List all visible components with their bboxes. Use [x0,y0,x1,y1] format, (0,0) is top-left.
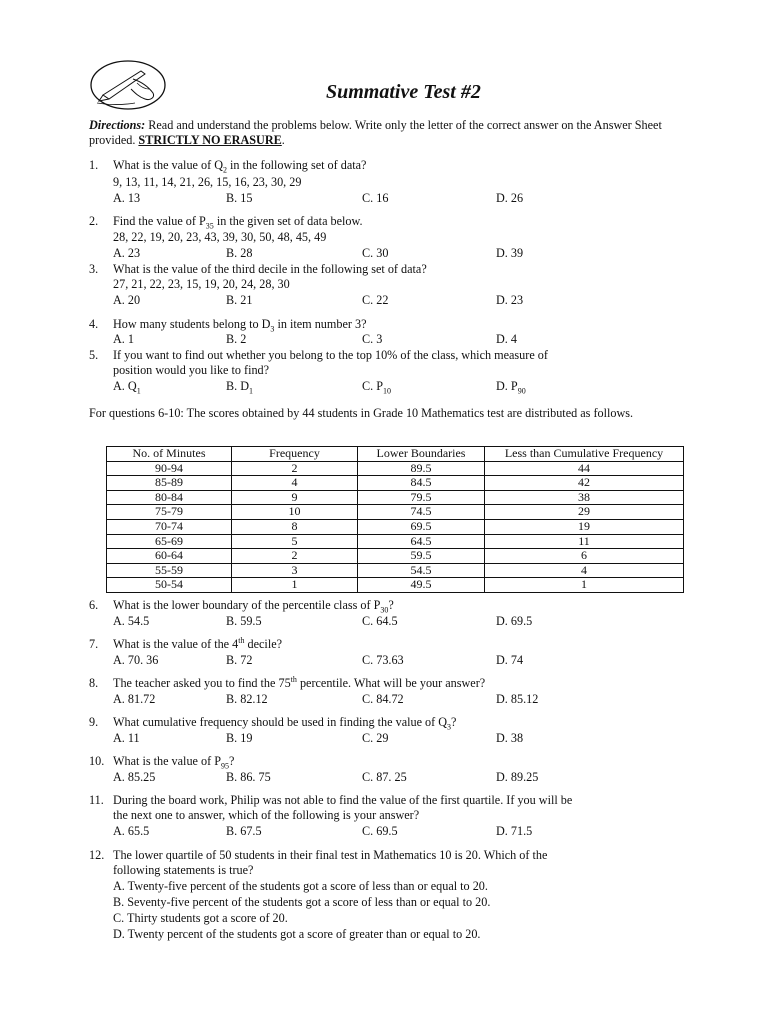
option-c: C. 29 [362,731,389,745]
question-number: 4. [89,317,99,331]
table-cell: 3 [232,563,358,578]
section-intro: For questions 6-10: The scores obtained by 44 students in Grade 10 Mathematics test are distributed as follows. [89,406,634,420]
question-text: What is the value of the 4th decile? [113,635,283,651]
option-b: B. 86. 75 [226,770,271,784]
table-row [107,461,684,476]
question-text: What cumulative frequency should be used in finding the value of $Q_3$? [113,715,457,732]
question-number: 9. [89,715,99,729]
table-cell: 84.5 [358,476,485,491]
question-data: 28, 22, 19, 20, 23, 43, 39, 30, 50, 48, 45, 49 [113,230,327,244]
option-d: D. Twenty percent of the students got a score of greater than or equal to 20. [113,927,481,941]
option-b: B. 19 [226,731,253,745]
question-number: 8. [89,676,99,690]
option-d: D. 85.12 [496,692,539,706]
table-cell: 1 [485,578,684,593]
table-cell: 89.5 [358,461,485,476]
directions [89,118,679,149]
option-b: B. 2 [226,332,247,346]
option-a: A. 81.72 [113,692,156,706]
option-d: D. $P_{90}$ [496,379,526,396]
option-a: A. 65.5 [113,824,150,838]
question-number: 1. [89,158,99,172]
option-d: D. 71.5 [496,824,533,838]
table-cell: 8 [232,519,358,534]
table-cell: 79.5 [358,490,485,505]
question-data: 9, 13, 11, 14, 21, 26, 15, 16, 23, 30, 29 [113,175,302,189]
option-b: B. $D_1$ [226,379,254,396]
option-c: C. 16 [362,191,389,205]
option-b: B. 59.5 [226,614,262,628]
column-header: Frequency [232,447,358,462]
question-number: 7. [89,637,99,651]
question-text: What is the lower boundary of the percentile class of $P_{30}$? [113,598,394,615]
table-cell: 90-94 [107,461,232,476]
table-cell: 49.5 [358,578,485,593]
option-a: A. $Q_1$ [113,379,141,396]
option-a: A. 23 [113,246,141,260]
table-cell: 11 [485,534,684,549]
option-c: C. $P_{10}$ [362,379,392,396]
question-number: 6. [89,598,99,612]
question-text: What is the value of $P_{95}$? [113,754,235,771]
question-text-line2: position would you like to find? [113,363,270,377]
option-d: D. 4 [496,332,517,346]
table-cell: 2 [232,461,358,476]
table-cell: 80-84 [107,490,232,505]
option-d: D. 26 [496,191,524,205]
table-cell: 70-74 [107,519,232,534]
table-cell: 10 [232,505,358,520]
option-c: C. 87. 25 [362,770,407,784]
table-cell: 69.5 [358,519,485,534]
table-cell: 65-69 [107,534,232,549]
option-b: B. Seventy-five percent of the students got a score of less than or equal to 20. [113,895,491,909]
option-c: C. 30 [362,246,389,260]
table-cell: 44 [485,461,684,476]
directions-text: Read and understand the problems below. Write only the letter of the correct answer on the Answer Sheet provided. [89,118,662,148]
question-number: 11. [89,793,104,807]
table-cell: 4 [232,476,358,491]
question-number: 10. [89,754,105,768]
option-a: A. 13 [113,191,141,205]
option-a: A. 11 [113,731,140,745]
option-d: D. 89.25 [496,770,539,784]
option-b: B. 82.12 [226,692,268,706]
question-number: 5. [89,348,99,362]
option-b: B. 28 [226,246,253,260]
table-row [107,563,684,578]
page-title: Summative Test #2 [326,81,481,103]
option-d: D. 23 [496,293,524,307]
option-a: A. 85.25 [113,770,156,784]
question-text: The lower quartile of 50 students in their final test in Mathematics 10 is 20. Which of the [113,848,548,862]
column-header: Lower Boundaries [358,447,485,462]
table-row [107,476,684,491]
question-text: How many students belong to $D_3$ in item number 3? [113,317,367,334]
option-c: C. Thirty students got a score of 20. [113,911,288,925]
option-a: A. 1 [113,332,134,346]
table-cell: 9 [232,490,358,505]
table-row [107,519,684,534]
option-d: D. 38 [496,731,524,745]
table-cell: 4 [485,563,684,578]
option-c: C. 69.5 [362,824,398,838]
table-row [107,505,684,520]
table-cell: 75-79 [107,505,232,520]
option-d: D. 74 [496,653,524,667]
option-b: B. 72 [226,653,253,667]
directions-label: Directions: [89,118,146,132]
column-header: Less than Cumulative Frequency [485,447,684,462]
table-cell: 60-64 [107,549,232,564]
option-c: C. 64.5 [362,614,398,628]
table-cell: 55-59 [107,563,232,578]
question-text: What is the value of the third decile in the following set of data? [113,262,427,276]
table-cell: 85-89 [107,476,232,491]
question-number: 3. [89,262,99,276]
option-c: C. 3 [362,332,383,346]
table-cell: 50-54 [107,578,232,593]
question-text: What is the value of $Q_2$ in the following set of data? [113,158,367,175]
strictly-no-erasure: STRICTLY NO ERASURE [138,133,282,148]
option-c: C. 22 [362,293,389,307]
option-c: C. 73.63 [362,653,404,667]
option-d: D. 39 [496,246,524,260]
option-b: B. 21 [226,293,253,307]
question-number: 12. [89,848,105,862]
table-cell: 38 [485,490,684,505]
table-row [107,549,684,564]
table-cell: 5 [232,534,358,549]
column-header: No. of Minutes [107,447,232,462]
option-b: B. 15 [226,191,253,205]
option-c: C. 84.72 [362,692,404,706]
question-text: The teacher asked you to find the 75th percentile. What will be your answer? [113,674,486,690]
question-text: If you want to find out whether you belong to the top 10% of the class, which measure of [113,348,548,362]
option-b: B. 67.5 [226,824,262,838]
writing-hand-logo-icon [89,59,167,111]
table-cell: 59.5 [358,549,485,564]
directions-end: . [281,133,285,148]
question-text: During the board work, Philip was not able to find the value of the first quartile. If you will be [113,793,573,807]
question-text-line2: following statements is true? [113,863,254,877]
table-cell: 6 [485,549,684,564]
option-a: A. 70. 36 [113,653,159,667]
question-number: 2. [89,214,99,228]
table-cell: 74.5 [358,505,485,520]
option-a: A. 20 [113,293,141,307]
question-data: 27, 21, 22, 23, 15, 19, 20, 24, 28, 30 [113,277,290,291]
option-d: D. 69.5 [496,614,533,628]
question-text: Find the value of $P_{35}$ in the given set of data below. [113,214,363,231]
table-header-row [107,447,684,462]
table-cell: 19 [485,519,684,534]
frequency-table [106,446,684,593]
table-row [107,578,684,593]
table-row [107,534,684,549]
table-cell: 42 [485,476,684,491]
table-row [107,490,684,505]
question-text-line2: the next one to answer, which of the following is your answer? [113,808,420,822]
option-a: A. 54.5 [113,614,150,628]
table-cell: 54.5 [358,563,485,578]
table-cell: 29 [485,505,684,520]
option-a: A. Twenty-five percent of the students got a score of less than or equal to 20. [113,879,488,893]
table-cell: 2 [232,549,358,564]
table-cell: 1 [232,578,358,593]
table-cell: 64.5 [358,534,485,549]
